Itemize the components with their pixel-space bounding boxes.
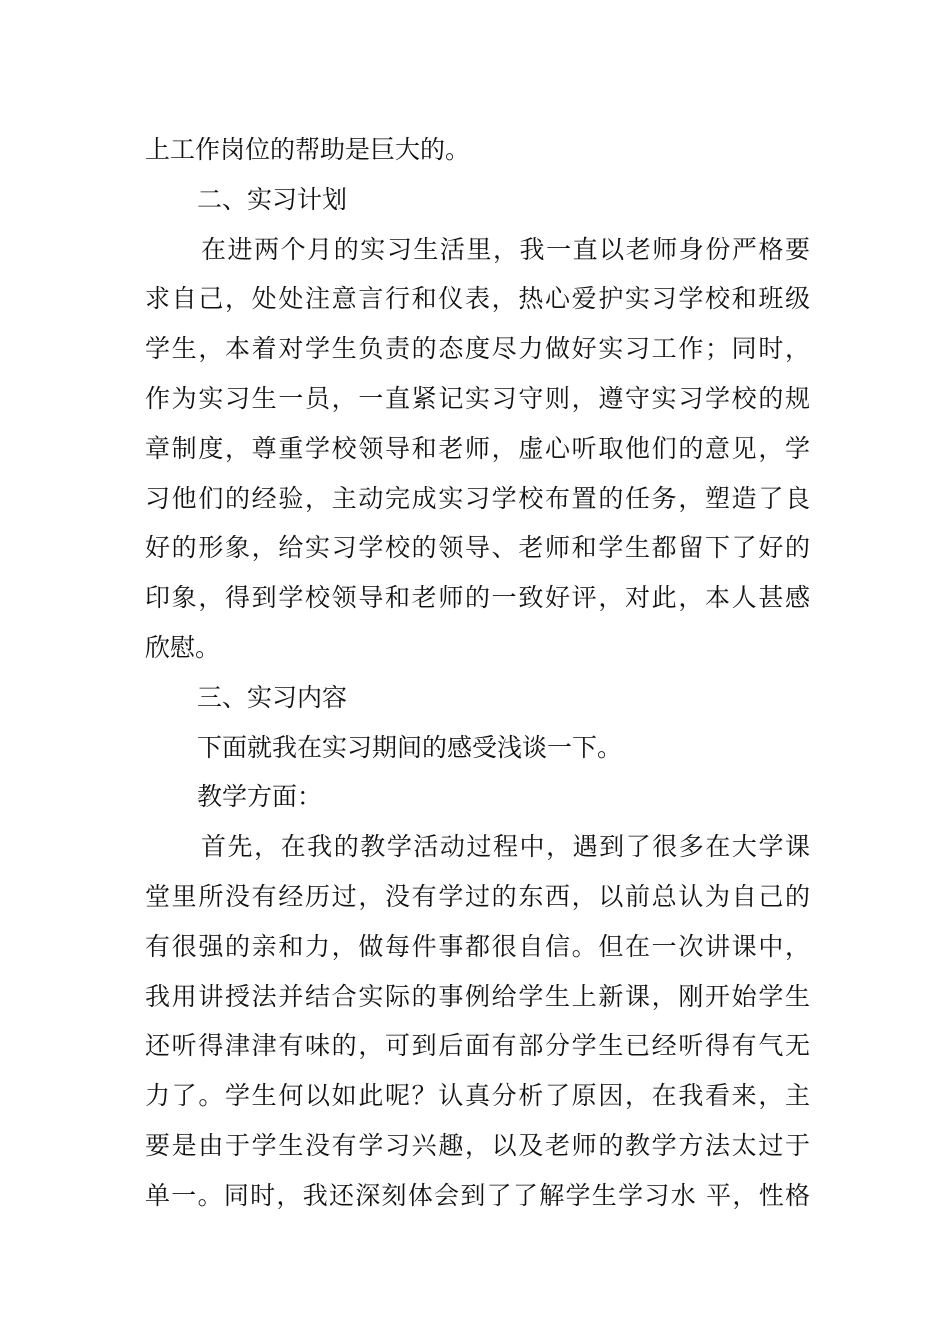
text-line: 欣慰。 xyxy=(145,632,221,662)
text-line: 还听得津津有味的，可到后面有部分学生已经听得有气无 xyxy=(145,1031,810,1061)
text-line: 力了。学生何以如此呢？认真分析了原因，在我看来，主 xyxy=(145,1081,810,1111)
text-line: 有很强的亲和力，做每件事都很自信。但在一次讲课中， xyxy=(145,931,810,961)
section-heading-content: 三、实习内容 xyxy=(197,682,348,712)
text-line: 求自己，处处注意言行和仪表，热心爱护实习学校和班级 xyxy=(145,284,810,314)
text-line: 学生，本着对学生负责的态度尽力做好实习工作；同时， xyxy=(145,334,810,364)
document-body xyxy=(145,125,810,1221)
text-line: 印象，得到学校领导和老师的一致好评，对此，本人甚感 xyxy=(145,583,810,613)
text-line: 习他们的经验，主动完成实习学校布置的任务，塑造了良 xyxy=(145,483,810,513)
text-line: 在进两个月的实习生活里，我一直以老师身份严格要 xyxy=(201,234,810,264)
text-line: 要是由于学生没有学习兴趣，以及老师的教学方法太过于 xyxy=(145,1130,810,1160)
text-line: 章制度，尊重学校领导和老师，虚心听取他们的意见，学 xyxy=(145,433,810,463)
text-line: 下面就我在实习期间的感受浅谈一下。 xyxy=(197,732,623,762)
subheading-teaching: 教学方面： xyxy=(197,782,323,812)
text-line: 上工作岗位的帮助是巨大的。 xyxy=(145,135,471,164)
text-line: 好的形象，给实习学校的领导、老师和学生都留下了好的 xyxy=(145,533,810,563)
text-line: 我用讲授法并结合实际的事例给学生上新课，刚开始学生 xyxy=(145,981,810,1011)
text-line: 作为实习生一员，一直紧记实习守则，遵守实习学校的规 xyxy=(145,383,810,413)
text-line: 堂里所没有经历过，没有学过的东西，以前总认为自己的 xyxy=(145,881,810,911)
section-heading-plan: 二、实习计划 xyxy=(197,184,348,214)
text-line: 首先，在我的教学活动过程中，遇到了很多在大学课 xyxy=(201,832,810,862)
text-line: 单一。同时，我还深刻体会到了了解学生学习水 平，性格 xyxy=(145,1180,810,1210)
